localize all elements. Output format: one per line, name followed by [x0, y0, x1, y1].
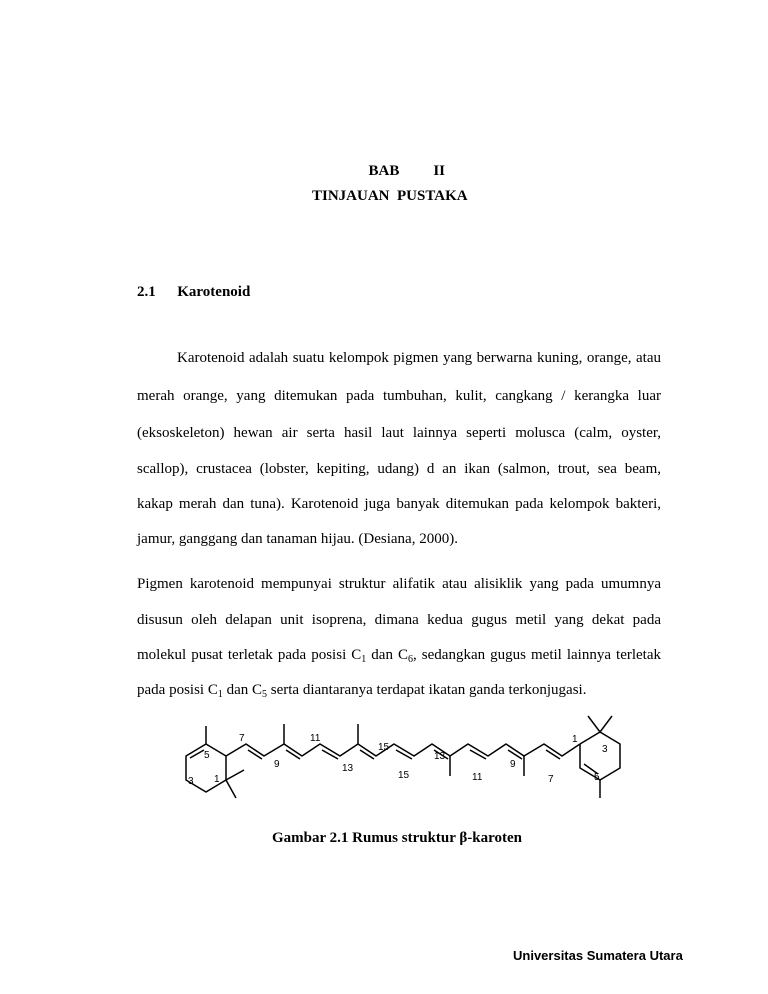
- paragraph2-line3: [137, 646, 661, 664]
- section-title: Karotenoid: [177, 284, 251, 300]
- p2l3-text-b: dan C: [366, 647, 409, 663]
- paragraph1-line3: (eksoskeleton) hewan air serta hasil laut lainnya seperti molusca (calm, oyster,: [137, 425, 661, 441]
- paragraph1-line6: jamur, ganggang dan tanaman hijau. (Desiana, 2000).: [137, 531, 458, 547]
- chain-label-15: 15: [378, 742, 390, 753]
- ring-right-label-3: 3: [602, 744, 608, 755]
- chapter-title: TINJAUAN PUSTAKA: [312, 188, 468, 204]
- paragraph2-line1: Pigmen karotenoid mempunyai struktur alifatik atau alisiklik yang pada umumnya: [137, 576, 661, 592]
- section-number: 2.1: [137, 284, 156, 300]
- p2l3-text-c: , sedangkan gugus metil lainnya terletak: [413, 647, 662, 663]
- ring-left-label-3: 3: [188, 776, 194, 787]
- paragraph2-line2: disusun oleh delapan unit isoprena, dimana kedua gugus metil yang dekat pada: [137, 612, 661, 628]
- chain-label-11: 11: [310, 733, 321, 744]
- p2l3-text-a: molekul pusat terletak pada posisi C: [137, 647, 362, 663]
- p2l4-text-c: serta diantaranya terdapat ikatan ganda terkonjugasi.: [267, 682, 587, 698]
- p2l4-text-b: dan C: [222, 682, 263, 698]
- chapter-label: [361, 146, 445, 180]
- chapter-number: II: [433, 163, 446, 179]
- beta-carotene-structure: [160, 712, 630, 812]
- p2l3-sub2: 6: [408, 654, 414, 665]
- paragraph1-line2: merah orange, yang ditemukan pada tumbuhan, kulit, cangkang / kerangka luar: [137, 388, 661, 404]
- paragraph2-line4: [137, 681, 661, 699]
- p2l4-sub2: 5: [262, 689, 268, 700]
- section-heading: [137, 284, 250, 301]
- ring-right-label-1: 1: [572, 734, 578, 745]
- chain-label-11b: 11: [472, 772, 483, 783]
- chain-label-13: 13: [342, 763, 354, 774]
- paragraph1-line4: scallop), crustacea (lobster, kepiting, udang) d an ikan (salmon, trout, sea beam,: [137, 461, 661, 477]
- paragraph1-line5: kakap merah dan tuna). Karotenoid juga banyak ditemukan pada kelompok bakteri,: [137, 496, 661, 512]
- figure-caption: Gambar 2.1 Rumus struktur β-karoten: [272, 830, 523, 846]
- paragraph1-line1: Karotenoid adalah suatu kelompok pigmen yang berwarna kuning, orange, atau: [177, 350, 661, 366]
- chain-label-9b: 9: [510, 759, 516, 770]
- ring-right-label-5: 5: [594, 772, 600, 783]
- p2l4-sub1: 1: [217, 689, 223, 700]
- chain-label-9: 9: [274, 759, 280, 770]
- chain-label-15b: 15: [398, 770, 410, 781]
- chain-label-7b: 7: [548, 774, 554, 785]
- ring-left-label-5: 5: [204, 750, 210, 761]
- chain-label-7: 7: [239, 733, 245, 744]
- footer-institution: Universitas Sumatera Utara: [513, 948, 683, 963]
- chain-label-13b: 13: [434, 751, 446, 762]
- p2l4-text-a: pada posisi C: [137, 682, 218, 698]
- p2l3-sub1: 1: [361, 654, 367, 665]
- chapter-bab: BAB: [368, 163, 400, 179]
- ring-left-label-1: 1: [214, 774, 220, 785]
